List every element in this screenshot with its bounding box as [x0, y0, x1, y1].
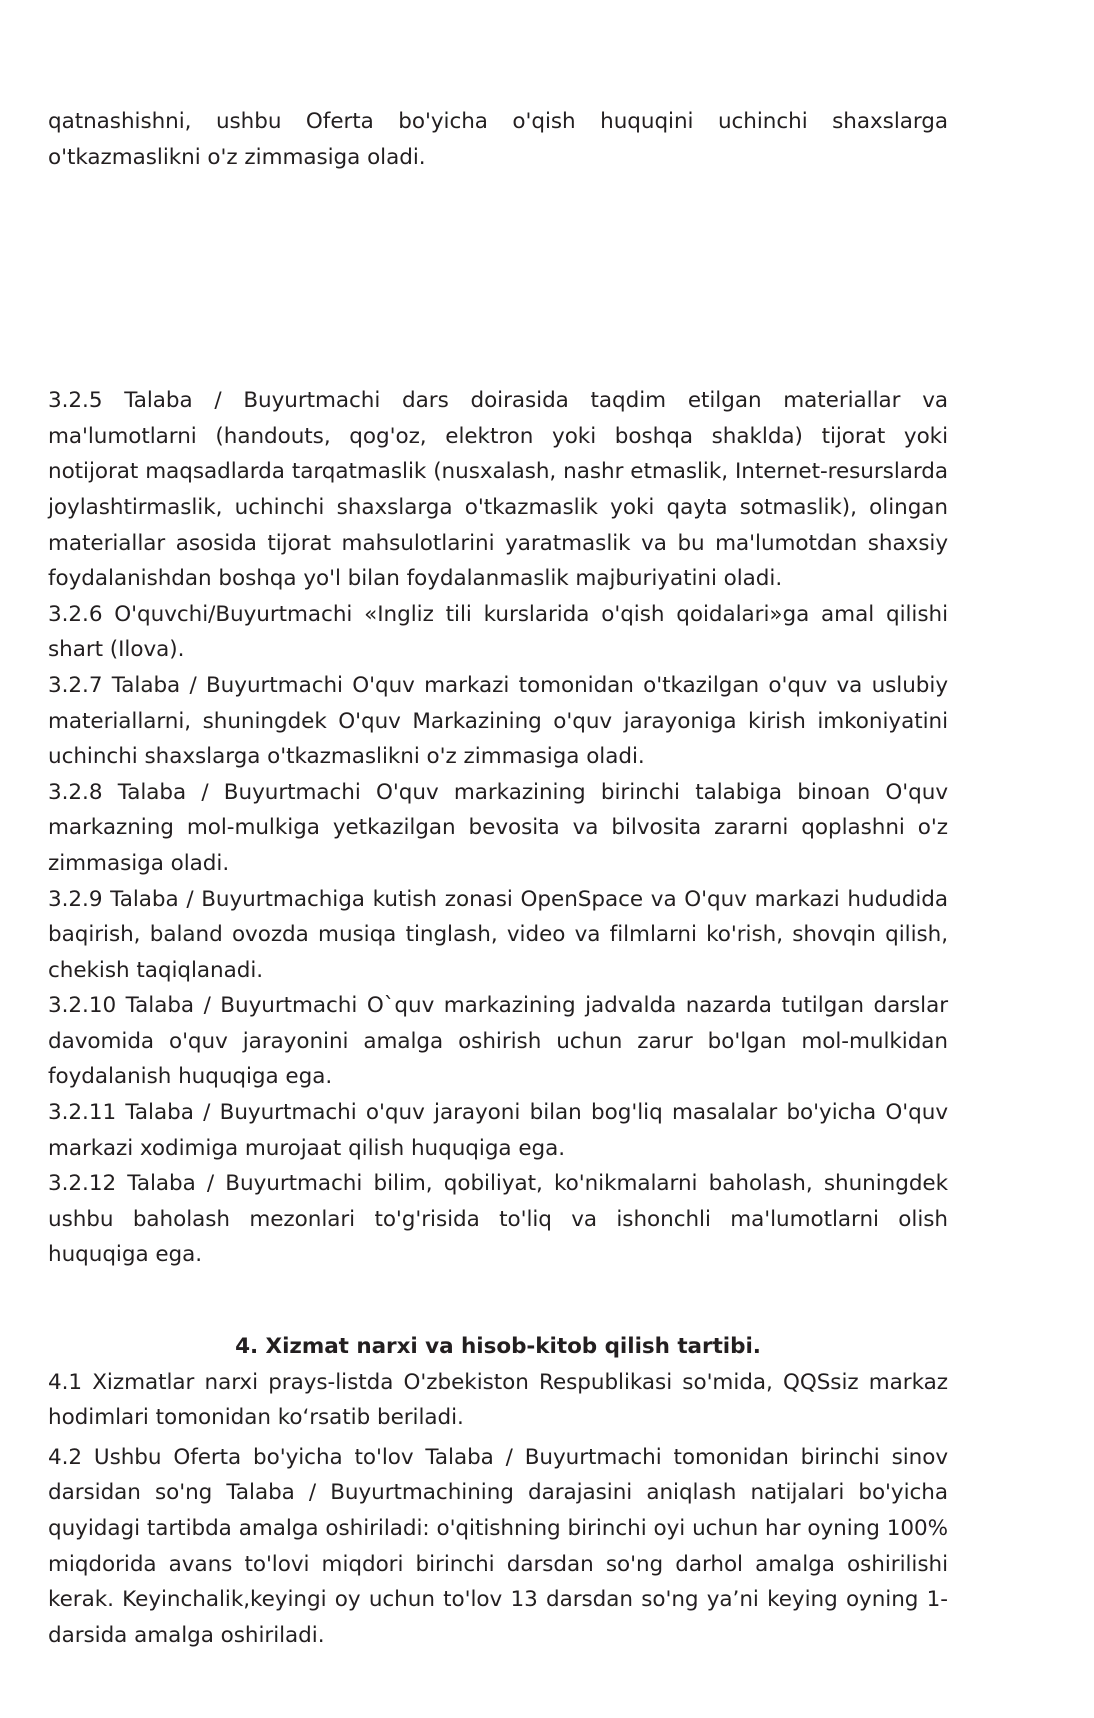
section-heading-4: 4. Xizmat narxi va hisob-kitob qilish tartibi. — [235, 1334, 761, 1360]
paragraph-3-2-7: 3.2.7 Talaba / Buyurtmachi O'quv markazi tomonidan o'tkazilgan o'quv va uslubiy materiallarni, shuningdek O'quv Markazining o'quv jarayoniga kirish imkoniyatini uchinchi shaxslarga o'tkazmaslikni o'z zimmasiga oladi. — [48, 672, 948, 770]
vertical-gap-before-section-heading — [48, 1273, 948, 1329]
paragraph-3-2-12: 3.2.12 Talaba / Buyurtmachi bilim, qobiliyat, ko'nikmalarni baholash, shuningdek ushbu baholash mezonlari to'g'risida to'liq va ishonchli ma'lumotlarni olish huquqiga ega. — [48, 1171, 948, 1268]
paragraph-4-2: 4.2 Ushbu Oferta bo'yicha to'lov Talaba / Buyurtmachi tomonidan birinchi sinov darsidan so'ng Talaba / Buyurtmachining darajasini aniqlash natijalari bo'yicha quyidagi tartibda amalga oshiriladi: o'qitishning birinchi oyi uchun har oyning 100% miqdorida avans to'lovi miqdori birinchi darsdan so'ng darhol amalga oshirilishi kerak. Keyinchalik,keyingi oy uchun to'lov 13 darsdan so'ng ya’ni keying oyning 1-darsida amalga oshiriladi. — [48, 1444, 948, 1648]
paragraph-3-2-6: 3.2.6 O'quvchi/Buyurtmachi «Ingliz tili kurslarida o'qish qoidalari»ga amal qilishi shart (Ilova). — [48, 601, 948, 663]
paragraph-3-2-11: 3.2.11 Talaba / Buyurtmachi o'quv jarayoni bilan bog'liq masalalar bo'yicha O'quv markazi xodimiga murojaat qilish huquqiga ega. — [48, 1100, 948, 1161]
paragraph-3-2-10: 3.2.10 Talaba / Buyurtmachi O`quv markazining jadvalda nazarda tutilgan darslar davomida o'quv jarayonini amalga oshirish uchun zarur bo'lgan mol-mulkidan foydalanish huquqiga ega. — [48, 993, 948, 1090]
paragraph-3-2-9: 3.2.9 Talaba / Buyurtmachiga kutish zonasi OpenSpace va O'quv markazi hududida baqirish, baland ovozda musiqa tinglash, video va filmlarni ko'rish, shovqin qilish, chekish taqiqlanadi. — [48, 886, 948, 983]
paragraph-3-2-5: 3.2.5 Talaba / Buyurtmachi dars doirasida taqdim etilgan materiallar va ma'lumotlarni (handouts, qog'oz, elektron yoki boshqa shaklda) tijorat yoki notijorat maqsadlarda tarqatmaslik (nusxalash, nashr etmaslik, Internet-resurslarda joylashtirmaslik, uchinchi shaxslarga o'tkazmaslik yoki qayta sotmaslik), olingan materiallar asosida tijorat mahsulotlarini yaratmaslik va bu ma'lumotdan shaxsiy foydalanishdan boshqa yo'l bilan foydalanmaslik majburiyatini oladi. — [48, 388, 948, 592]
paragraph-intro-continuation: qatnashishni, ushbu Oferta bo'yicha o'qish huquqini uchinchi shaxslarga o'tkazmaslikni o'z zimmasiga oladi. — [48, 109, 948, 170]
paragraph-4-1: 4.1 Xizmatlar narxi prays-listda O'zbekiston Respublikasi so'mida, QQSsiz markaz hodimlari tomonidan ko‘rsatib beriladi. — [48, 1369, 948, 1431]
paragraph-3-2-8: 3.2.8 Talaba / Buyurtmachi O'quv markazining birinchi talabiga binoan O'quv markazning mol-mulkiga yetkazilgan bevosita va bilvosita zararni qoplashni o'z zimmasiga oladi. — [48, 779, 948, 876]
vertical-gap-after-intro — [48, 175, 948, 383]
document-body — [48, 104, 948, 1653]
